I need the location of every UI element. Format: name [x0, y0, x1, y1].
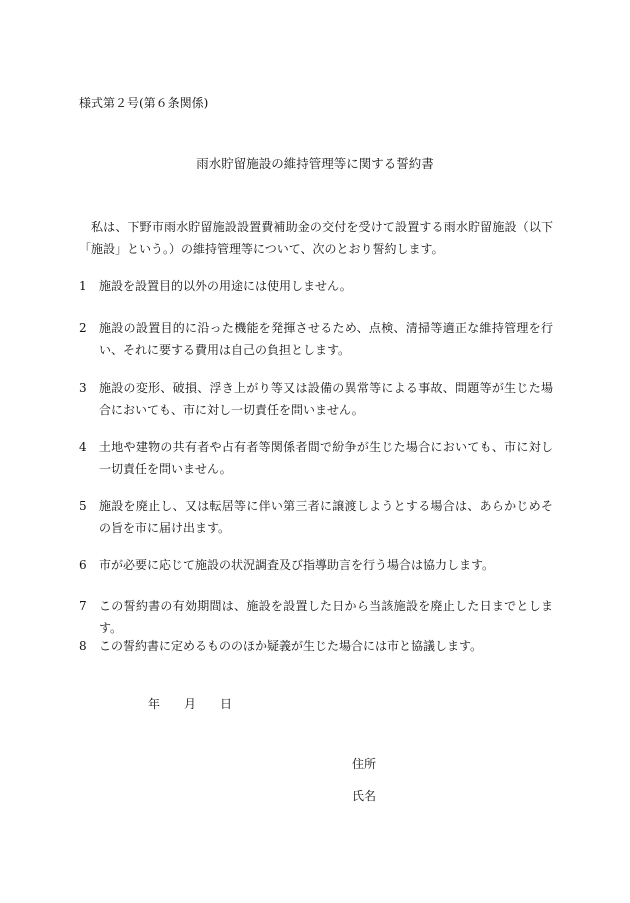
date-line: [148, 696, 232, 712]
clause-text: この誓約書に定めるもののほか疑義が生じた場合には市と協議します。: [99, 639, 483, 653]
clause-item: [79, 554, 553, 576]
clause-item: [79, 377, 553, 421]
clause-number: 6: [79, 558, 87, 572]
clause-number: 7: [79, 599, 87, 613]
clause-text: 施設を設置目的以外の用途には使用しません。: [99, 279, 352, 293]
clause-text: 施設の変形、破損、浮き上がり等又は設備の異常等による事故、問題等が生じた場合においても、市に対し一切責任を問いません。: [99, 381, 553, 417]
clause-number: 5: [79, 499, 87, 513]
clause-text: この誓約書の有効期間は、施設を設置した日から当該施設を廃止した日までとします。: [99, 599, 553, 635]
clause-item: [79, 436, 553, 480]
form-number: 様式第２号(第６条関係): [79, 96, 209, 110]
clause-number: 8: [79, 639, 87, 653]
clause-item: [79, 275, 553, 297]
clause-text: 施設の設置目的に沿った機能を発揮させるため、点検、清掃等適正な維持管理を行い、それに要する費用は自己の負担とします。: [99, 321, 553, 357]
date-day-label: 日: [220, 697, 233, 711]
clause-text: 施設を廃止し、又は転居等に伴い第三者に譲渡しようとする場合は、あらかじめその旨を市に届け出ます。: [99, 499, 553, 535]
clause-item: [79, 495, 553, 539]
clause-item: [79, 317, 553, 361]
address-label: 住所: [352, 757, 377, 771]
name-label: 氏名: [352, 789, 377, 803]
intro-text: 私は、下野市雨水貯留施設設置費補助金の交付を受けて設置する雨水貯留施設（以下「施設」という。）の維持管理等について、次のとおり誓約します。: [79, 220, 553, 256]
date-year-label: 年: [148, 697, 161, 711]
clause-number: 4: [79, 440, 87, 454]
clause-text: 市が必要に応じて施設の状況調査及び指導助言を行う場合は協力します。: [99, 558, 495, 572]
clause-text: 土地や建物の共有者や占有者等関係者間で紛争が生じた場合においても、市に対し一切責任を問いません。: [99, 440, 553, 476]
clause-number: 3: [79, 381, 87, 395]
date-month-label: 月: [184, 697, 197, 711]
clause-number: 1: [79, 279, 87, 293]
document-title: 雨水貯留施設の維持管理等に関する誓約書: [196, 156, 434, 171]
intro-paragraph: [79, 216, 553, 260]
clause-number: 2: [79, 321, 87, 335]
clause-item: [79, 635, 553, 657]
clause-item: [79, 595, 553, 639]
